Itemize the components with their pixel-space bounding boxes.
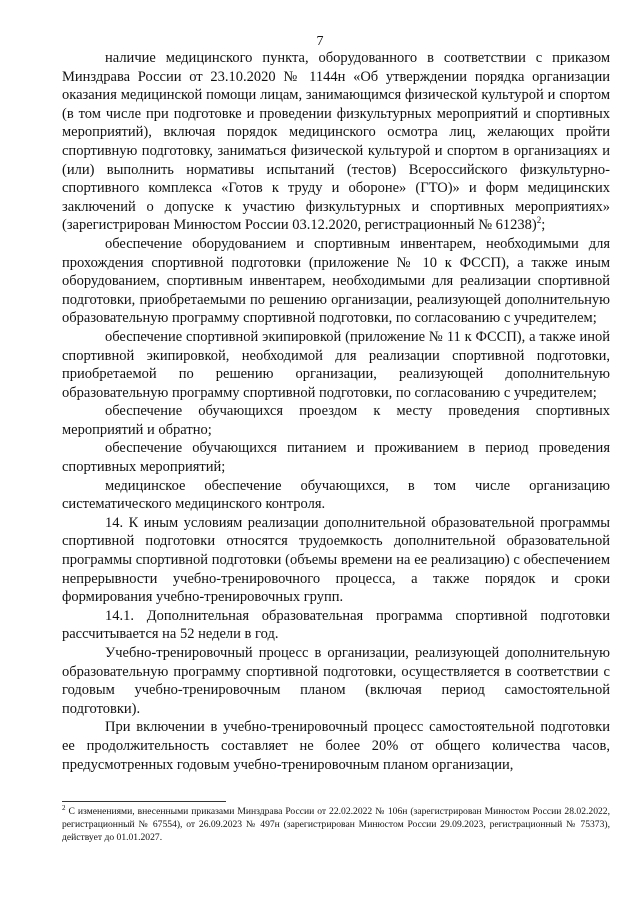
paragraph-travel: обеспечение обучающихся проездом к месту проведения спортивных мероприятий и обратно; xyxy=(62,403,610,438)
paragraph-meals-lodging: обеспечение обучающихся питанием и проживанием в период проведения спортивных мероприятий; xyxy=(62,440,610,476)
paragraph-end-punct: ; xyxy=(541,217,546,234)
paragraph-self-training: При включении в учебно-тренировочный процесс самостоятельной подготовки ее продолжительность составляет не более 20% от общего количества часов, предусмотренных годовым учебно-тренировочным планом организации, xyxy=(62,719,610,773)
paragraph-medical-support: медицинское обеспечение обучающихся, в том числе организацию систематического медицинского контроля. xyxy=(62,477,610,513)
footnote xyxy=(62,805,610,844)
paragraph-training-process: Учебно-тренировочный процесс в организации, реализующей дополнительную образовательную программу спортивной подготовки, осуществляется в соответствии с годовым учебно-тренировочным планом (включая период самостоятельной подготовки). xyxy=(62,645,610,717)
footnote-reference: 2 xyxy=(536,215,542,226)
paragraph-sports-gear: обеспечение спортивной экипировкой (приложение № 11 к ФССП), а также иной спортивной экипировкой, необходимой для реализации спортивной подготовки, приобретаемой по решению организации, реализующей дополнительную образовательную программу спортивной подготовки, по согласованию с учредителем; xyxy=(62,328,610,401)
footnote-marker: 2 xyxy=(62,803,66,812)
paragraph-text: наличие медицинского пункта, оборудованного в соответствии с приказом Минздрава России от 23.10.2020 № 1144н «Об утверждении порядка организации оказания медицинской помощи лицам, занимающимся физической культурой и спортом (в том числе при подготовке и проведении физкультурных мероприятий и спортивных мероприятий), включая порядок медицинского осмотра лиц, желающих пройти спортивную подготовку, заниматься физической культурой и спортом в организациях и (или) выполнить нормативы испытаний (тестов) Всероссийского физкультурно-спортивного комплекса «Готов к труду и обороне» (ГТО)» и форм медицинских заключений о допуске к участию физкультурных и спортивных мероприятиях» (зарегистрирован Минюстом России 03.12.2020, регистрационный № 61238) xyxy=(62,50,610,234)
footnote-text: С изменениями, внесенными приказами Минздрава России от 22.02.2022 № 106н (зарегистрирован Минюстом России 28.02.2022, регистрационный № 67554), от 26.09.2023 № 497н (зарегистрирован Минюстом России 29.09.2023, регистрационный № 75373), действует до 01.01.2027. xyxy=(62,806,610,843)
paragraph-medical-point xyxy=(62,49,610,235)
footnote-divider xyxy=(62,801,226,802)
document-body xyxy=(62,49,610,774)
paragraph-section-14-1: 14.1. Дополнительная образовательная программа спортивной подготовки рассчитывается на 52 недели в год. xyxy=(62,607,610,643)
paragraph-section-14: 14. К иным условиям реализации дополнительной образовательной программы спортивной подготовки относятся трудоемкость дополнительной образовательной программы спортивной подготовки (объемы времени на ее реализацию) с обеспечением непрерывности учебно-тренировочного процесса, а также порядок и сроки формирования учебно-тренировочных групп. xyxy=(62,514,610,606)
paragraph-equipment: обеспечение оборудованием и спортивным инвентарем, необходимыми для прохождения спортивной подготовки (приложение № 10 к ФССП), а также иным оборудованием, спортивным инвентарем, необходимыми для реализации спортивной подготовки, приобретаемыми по решению организации, реализующей дополнительную образовательную программу спортивной подготовки, по согласованию с учредителем; xyxy=(62,235,610,327)
page-number: 7 xyxy=(316,34,324,49)
